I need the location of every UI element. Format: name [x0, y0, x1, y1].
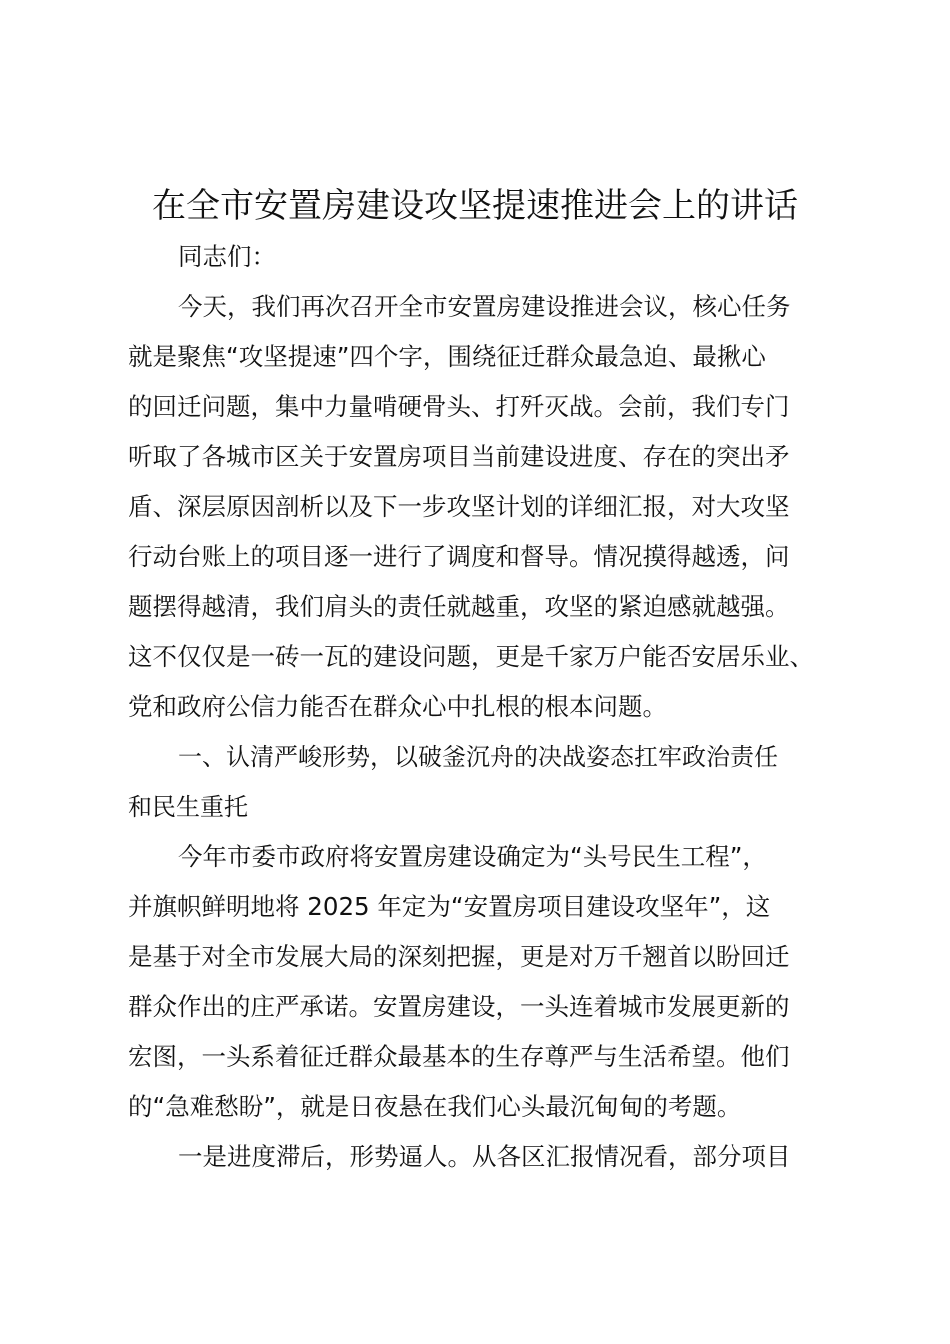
paragraph-line: 盾、深层原因剖析以及下一步攻坚计划的详细汇报，对大攻坚 [128, 492, 790, 521]
paragraph-line: 并旗帜鲜明地将 2025 年定为“安置房项目建设攻坚年”，这 [128, 892, 771, 921]
paragraph-line: 宏图，一头系着征迁群众最基本的生存尊严与生活希望。他们 [128, 1042, 790, 1071]
paragraph-line: 是基于对全市发展大局的深刻把握，更是对万千翘首以盼回迁 [128, 942, 790, 971]
paragraph-line: 今年市委市政府将安置房建设确定为“头号民生工程”， [178, 842, 767, 871]
paragraph-line: 听取了各城市区关于安置房项目当前建设进度、存在的突出矛 [128, 442, 790, 471]
document-body [128, 232, 848, 1182]
paragraph-line: 一是进度滞后，形势逼人。从各区汇报情况看，部分项目 [178, 1142, 791, 1171]
paragraph-line: 这不仅仅是一砖一瓦的建设问题，更是千家万户能否安居乐业、 [128, 642, 814, 671]
paragraph-line: 行动台账上的项目逐一进行了调度和督导。情况摸得越透，问 [128, 542, 790, 571]
paragraph-line: 的回迁问题，集中力量啃硬骨头、打歼灭战。会前，我们专门 [128, 392, 790, 421]
paragraph-line: 的“急难愁盼”，就是日夜悬在我们心头最沉甸甸的考题。 [128, 1092, 742, 1121]
paragraph-line: 就是聚焦“攻坚提速”四个字，围绕征迁群众最急迫、最揪心 [128, 342, 766, 371]
salutation-line: 同志们： [178, 242, 276, 271]
paragraph-line: 题摆得越清，我们肩头的责任就越重，攻坚的紧迫感就越强。 [128, 592, 790, 621]
paragraph-line: 今天，我们再次召开全市安置房建设推进会议，核心任务 [178, 292, 791, 321]
section-heading-line: 和民生重托 [128, 793, 248, 821]
paragraph-line: 群众作出的庄严承诺。安置房建设，一头连着城市发展更新的 [128, 992, 790, 1021]
document-title: 在全市安置房建设攻坚提速推进会上的讲话 [152, 186, 798, 226]
section-heading-line: 一、认清严峻形势，以破釜沉舟的决战姿态扛牢政治责任 [178, 743, 778, 771]
paragraph-line: 党和政府公信力能否在群众心中扎根的根本问题。 [128, 692, 667, 721]
